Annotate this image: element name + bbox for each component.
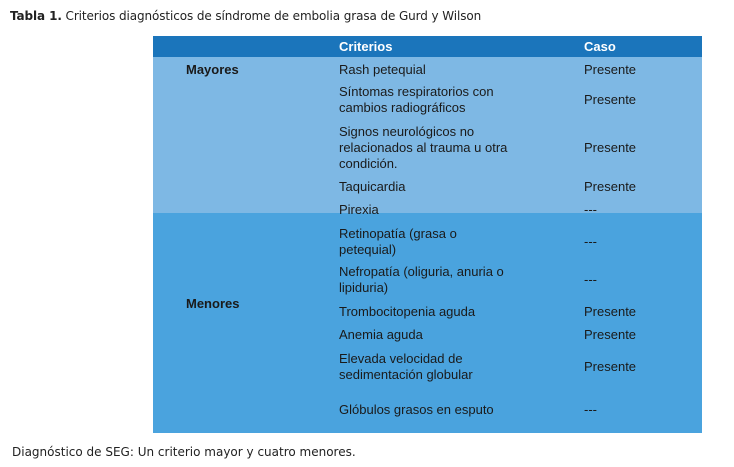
criterio-cell: Taquicardia [339, 179, 406, 194]
group-label-mayores: Mayores [186, 62, 239, 77]
table-header-row [153, 36, 702, 57]
caso-cell: Presente [584, 327, 637, 342]
table-caption [10, 9, 481, 23]
caso-cell: Presente [584, 359, 637, 374]
criterio-cell: Nefropatía (oliguria, anuria o lipiduria) [339, 264, 504, 295]
header-caso: Caso [584, 39, 616, 54]
criterio-cell: Retinopatía (grasa o petequial) [339, 226, 457, 257]
criterio-cell: Síntomas respiratorios con cambios radiográficos [339, 84, 494, 115]
table-footnote: Diagnóstico de SEG: Un criterio mayor y cuatro menores. [12, 445, 356, 459]
caso-cell: --- [584, 402, 597, 417]
criterio-cell: Rash petequial [339, 62, 426, 77]
criteria-table [153, 36, 702, 433]
caso-cell: Presente [584, 92, 637, 107]
caption-label: Tabla 1. [10, 9, 62, 23]
caso-cell: --- [584, 272, 597, 287]
caso-cell: --- [584, 202, 597, 217]
criterio-cell: Trombocitopenia aguda [339, 304, 476, 319]
caso-cell: Presente [584, 304, 637, 319]
group-label-menores: Menores [186, 296, 240, 311]
criterio-cell: Signos neurológicos no relacionados al trauma u otra condición. [339, 124, 508, 171]
caso-cell: --- [584, 234, 597, 249]
caso-cell: Presente [584, 179, 637, 194]
header-criterios: Criterios [339, 39, 393, 54]
caption-text: Criterios diagnósticos de síndrome de embolia grasa de Gurd y Wilson [65, 9, 482, 23]
criterio-cell: Elevada velocidad de sedimentación globular [339, 351, 473, 382]
criterio-cell: Pirexia [339, 202, 379, 217]
criterio-cell: Anemia aguda [339, 327, 423, 342]
criterio-cell: Glóbulos grasos en esputo [339, 402, 494, 417]
caso-cell: Presente [584, 62, 637, 77]
caso-cell: Presente [584, 140, 637, 155]
